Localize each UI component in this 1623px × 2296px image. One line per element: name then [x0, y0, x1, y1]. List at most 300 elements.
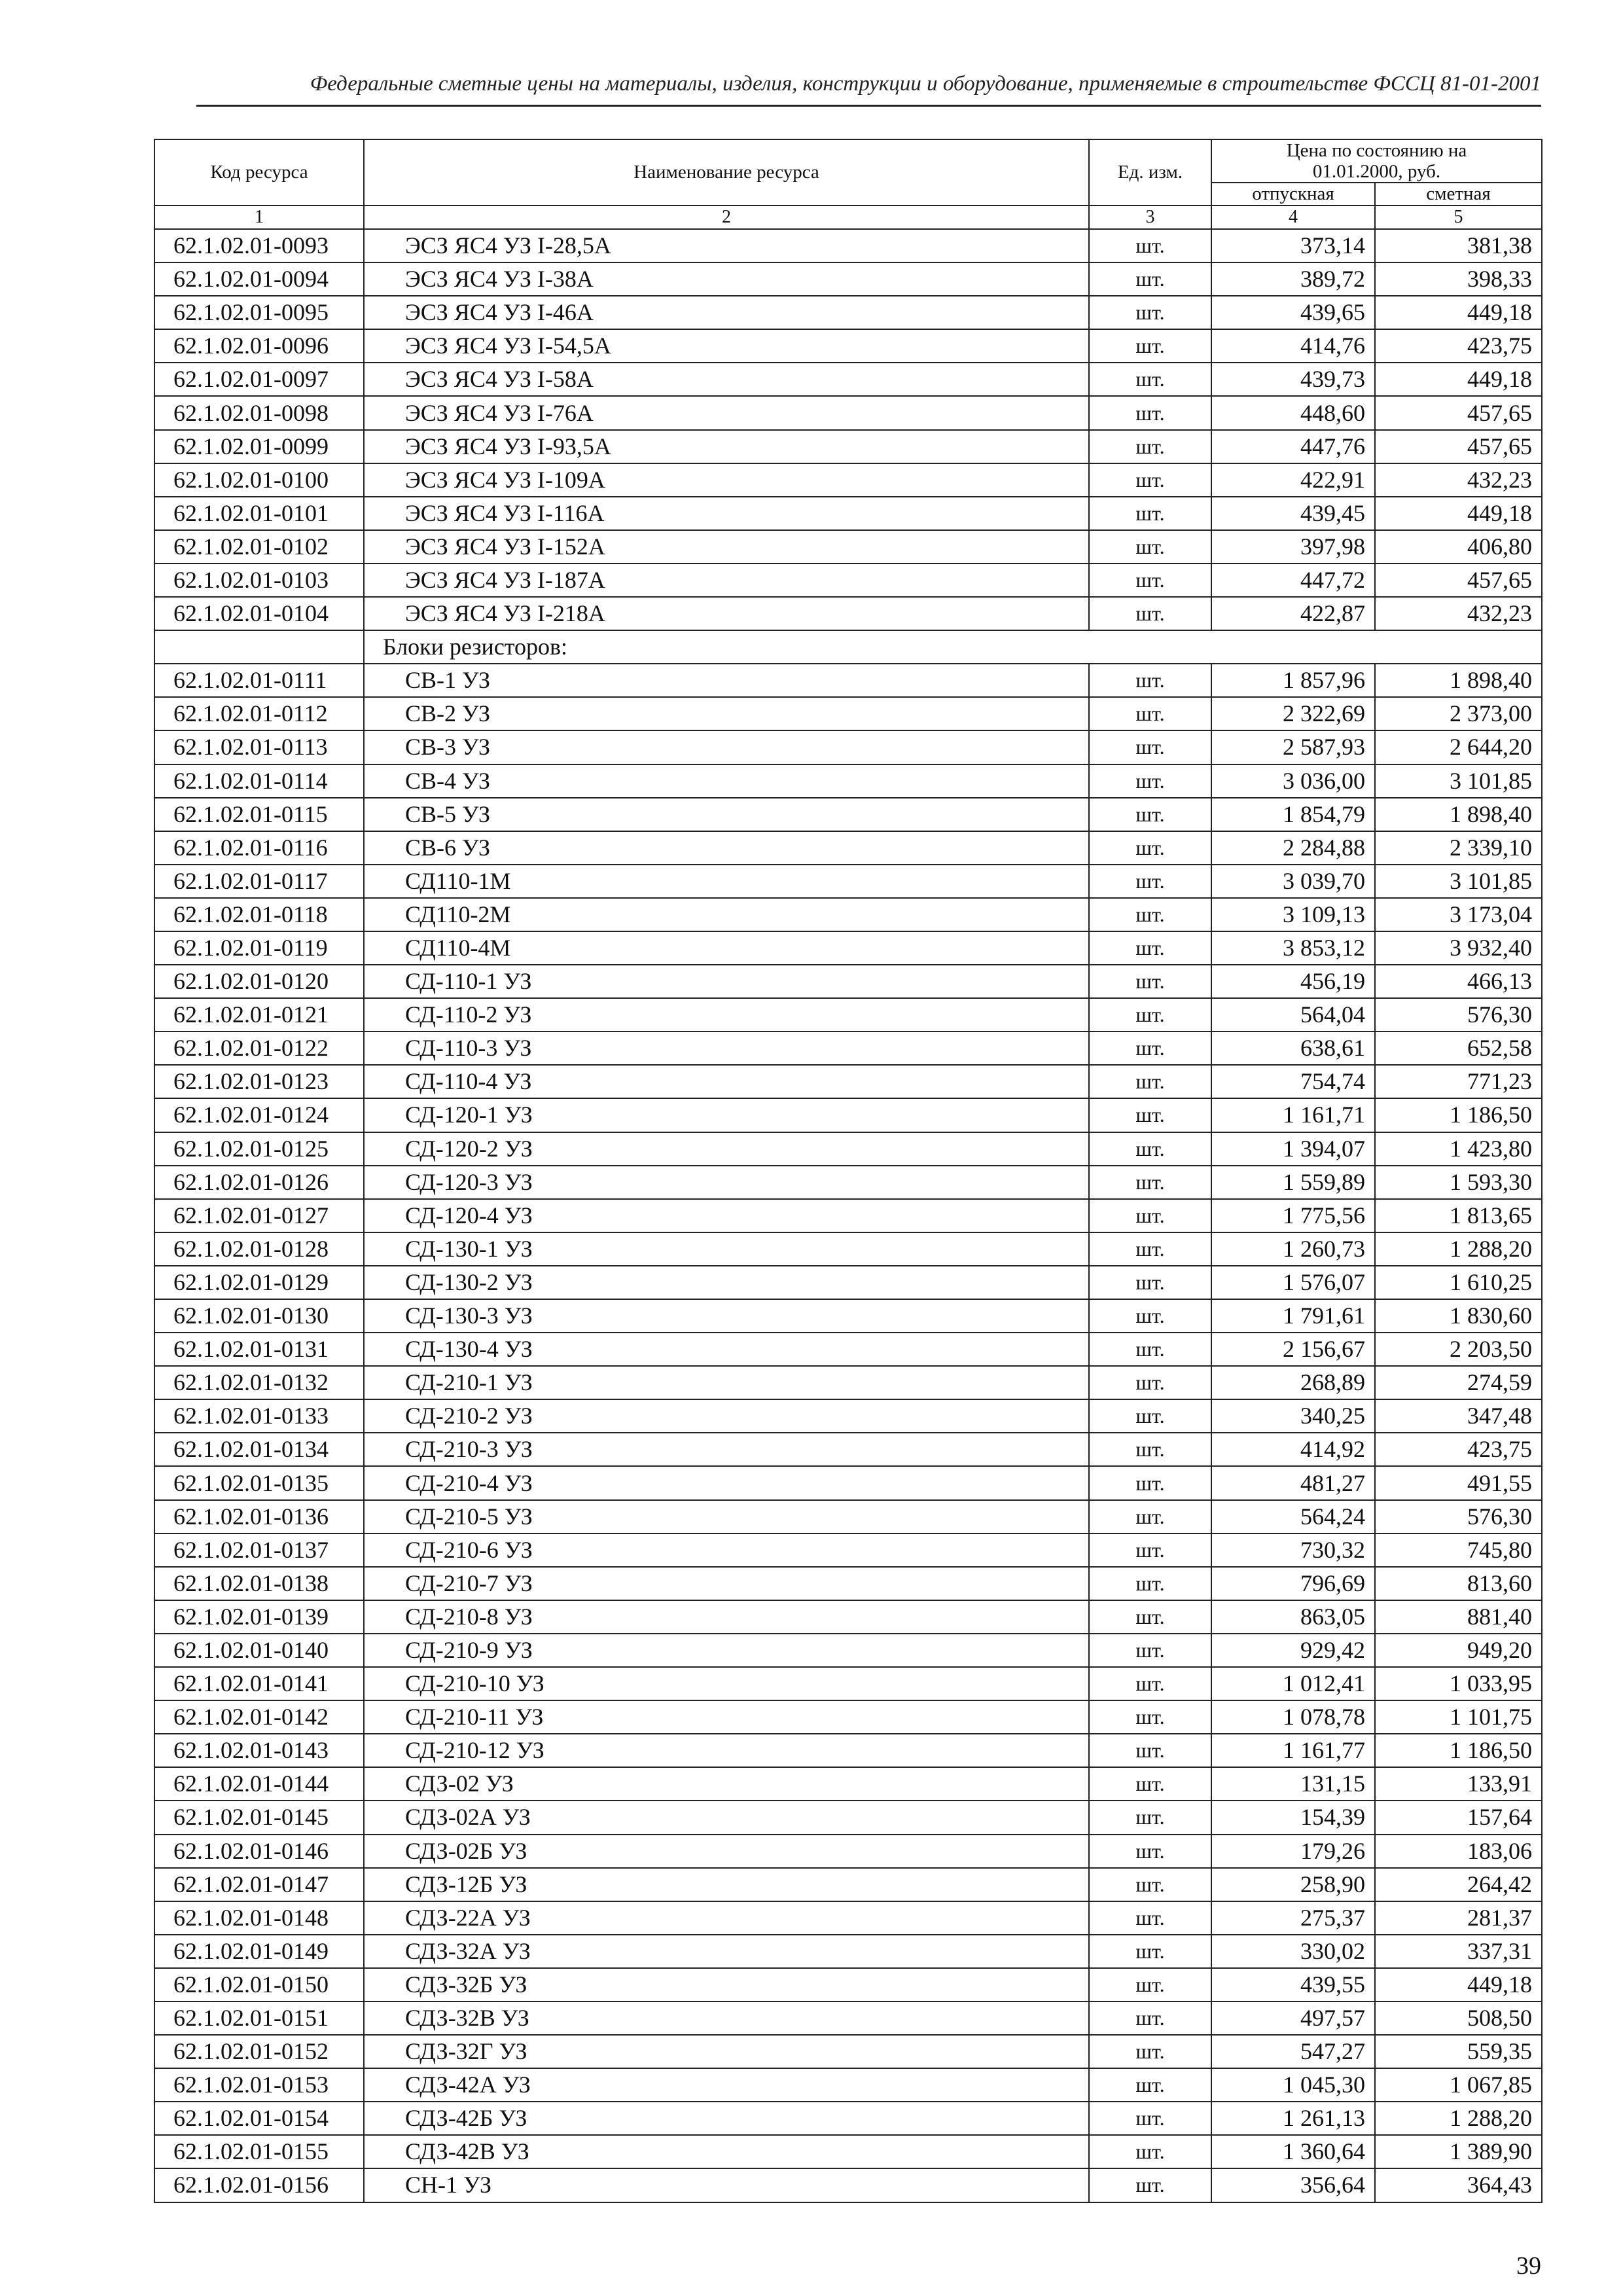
table-row: [154, 2035, 1542, 2068]
table-row: [154, 1232, 1542, 1266]
resource-code: 62.1.02.01-0112: [154, 697, 364, 730]
resource-code: 62.1.02.01-0126: [154, 1166, 364, 1199]
release-price: 1 012,41: [1211, 1667, 1375, 1700]
estimate-price: 381,38: [1375, 229, 1542, 262]
estimate-price: 457,65: [1375, 564, 1542, 597]
release-price: 330,02: [1211, 1935, 1375, 1968]
resource-name: СД-210-11 УЗ: [364, 1700, 1089, 1734]
resource-name: ЭСЗ ЯС4 УЗ I-93,5А: [364, 430, 1089, 463]
resource-code: 62.1.02.01-0125: [154, 1132, 364, 1166]
estimate-price: 133,91: [1375, 1767, 1542, 1801]
table-row: [154, 229, 1542, 262]
estimate-price: 457,65: [1375, 430, 1542, 463]
release-price: 131,15: [1211, 1767, 1375, 1801]
release-price: 448,60: [1211, 396, 1375, 429]
estimate-price: 1 288,20: [1375, 1232, 1542, 1266]
resource-name: СД-110-4 УЗ: [364, 1065, 1089, 1098]
resource-code: 62.1.02.01-0143: [154, 1734, 364, 1767]
release-price: 340,25: [1211, 1399, 1375, 1433]
unit-of-measure: шт.: [1089, 1466, 1211, 1499]
resource-name: СВ-1 УЗ: [364, 664, 1089, 697]
estimate-price: 813,60: [1375, 1567, 1542, 1600]
resource-code: 62.1.02.01-0123: [154, 1065, 364, 1098]
table-row: [154, 463, 1542, 497]
table-row: [154, 1098, 1542, 1132]
unit-of-measure: шт.: [1089, 564, 1211, 597]
resource-name: СДЗ-22А УЗ: [364, 1901, 1089, 1935]
estimate-price: 423,75: [1375, 329, 1542, 363]
release-price: 268,89: [1211, 1366, 1375, 1399]
unit-of-measure: шт.: [1089, 1935, 1211, 1968]
resource-name: СД-130-2 УЗ: [364, 1266, 1089, 1299]
release-price: 439,55: [1211, 1968, 1375, 2001]
unit-of-measure: шт.: [1089, 1399, 1211, 1433]
table-row: [154, 2168, 1542, 2202]
resource-code: 62.1.02.01-0131: [154, 1333, 364, 1366]
table-row: [154, 1935, 1542, 1968]
estimate-price: 406,80: [1375, 530, 1542, 564]
estimate-price: 1 101,75: [1375, 1700, 1542, 1734]
header-code: Код ресурса: [154, 139, 364, 206]
resource-code: 62.1.02.01-0103: [154, 564, 364, 597]
release-price: 1 576,07: [1211, 1266, 1375, 1299]
estimate-price: 1 186,50: [1375, 1098, 1542, 1132]
unit-of-measure: шт.: [1089, 697, 1211, 730]
resource-name: СДЗ-32Г УЗ: [364, 2035, 1089, 2068]
col-number: 2: [364, 206, 1089, 229]
estimate-price: 745,80: [1375, 1534, 1542, 1567]
estimate-price: 183,06: [1375, 1835, 1542, 1868]
resource-name: СДЗ-32Б УЗ: [364, 1968, 1089, 2001]
estimate-price: 364,43: [1375, 2168, 1542, 2202]
table-row: [154, 1031, 1542, 1065]
resource-name: СД110-4М: [364, 931, 1089, 965]
estimate-price: 576,30: [1375, 1500, 1542, 1534]
estimate-price: 398,33: [1375, 262, 1542, 296]
estimate-price: 1 186,50: [1375, 1734, 1542, 1767]
estimate-price: 1 610,25: [1375, 1266, 1542, 1299]
table-row: [154, 1767, 1542, 1801]
release-price: 1 161,71: [1211, 1098, 1375, 1132]
resource-name: СД110-1М: [364, 865, 1089, 898]
resource-code: 62.1.02.01-0124: [154, 1098, 364, 1132]
table-row: [154, 1333, 1542, 1366]
resource-name: СН-1 УЗ: [364, 2168, 1089, 2202]
table-row: [154, 1199, 1542, 1232]
table-row: [154, 1132, 1542, 1166]
unit-of-measure: шт.: [1089, 2102, 1211, 2135]
release-price: 258,90: [1211, 1868, 1375, 1901]
unit-of-measure: шт.: [1089, 597, 1211, 630]
release-price: 3 036,00: [1211, 764, 1375, 798]
resource-code: 62.1.02.01-0140: [154, 1634, 364, 1667]
resource-name: СД-120-1 УЗ: [364, 1098, 1089, 1132]
resource-name: ЭСЗ ЯС4 УЗ I-46А: [364, 296, 1089, 329]
estimate-price: 264,42: [1375, 1868, 1542, 1901]
page-number: 39: [1516, 2252, 1541, 2280]
table-row: [154, 1968, 1542, 2001]
table-row: [154, 1634, 1542, 1667]
unit-of-measure: шт.: [1089, 1700, 1211, 1734]
col-number: 3: [1089, 206, 1211, 229]
estimate-price: 2 373,00: [1375, 697, 1542, 730]
unit-of-measure: шт.: [1089, 497, 1211, 530]
release-price: 3 853,12: [1211, 931, 1375, 965]
section-spacer: [154, 630, 364, 664]
resource-code: 62.1.02.01-0130: [154, 1299, 364, 1333]
estimate-price: 508,50: [1375, 2001, 1542, 2035]
release-price: 638,61: [1211, 1031, 1375, 1065]
estimate-price: 432,23: [1375, 597, 1542, 630]
unit-of-measure: шт.: [1089, 831, 1211, 865]
release-price: 1 261,13: [1211, 2102, 1375, 2135]
estimate-price: 274,59: [1375, 1366, 1542, 1399]
resource-code: 62.1.02.01-0135: [154, 1466, 364, 1499]
release-price: 497,57: [1211, 2001, 1375, 2035]
estimate-price: 449,18: [1375, 363, 1542, 396]
resource-name: СДЗ-42Б УЗ: [364, 2102, 1089, 2135]
resource-code: 62.1.02.01-0147: [154, 1868, 364, 1901]
resource-name: СД-110-3 УЗ: [364, 1031, 1089, 1065]
resource-code: 62.1.02.01-0096: [154, 329, 364, 363]
table-row: [154, 2001, 1542, 2035]
table-row: [154, 597, 1542, 630]
resource-code: 62.1.02.01-0149: [154, 1935, 364, 1968]
unit-of-measure: шт.: [1089, 1333, 1211, 1366]
table-row: [154, 1266, 1542, 1299]
table-row: [154, 1734, 1542, 1767]
resource-name: СВ-4 УЗ: [364, 764, 1089, 798]
resource-name: СД-210-1 УЗ: [364, 1366, 1089, 1399]
release-price: 3 109,13: [1211, 898, 1375, 931]
resource-code: 62.1.02.01-0095: [154, 296, 364, 329]
resource-name: СДЗ-32А УЗ: [364, 1935, 1089, 1968]
resource-name: СД-120-2 УЗ: [364, 1132, 1089, 1166]
resource-code: 62.1.02.01-0141: [154, 1667, 364, 1700]
resource-code: 62.1.02.01-0115: [154, 798, 364, 831]
release-price: 3 039,70: [1211, 865, 1375, 898]
col-number: 1: [154, 206, 364, 229]
estimate-price: 466,13: [1375, 965, 1542, 998]
resource-code: 62.1.02.01-0148: [154, 1901, 364, 1935]
resource-name: ЭСЗ ЯС4 УЗ I-187А: [364, 564, 1089, 597]
resource-code: 62.1.02.01-0152: [154, 2035, 364, 2068]
resource-code: 62.1.02.01-0117: [154, 865, 364, 898]
unit-of-measure: шт.: [1089, 1968, 1211, 2001]
unit-of-measure: шт.: [1089, 430, 1211, 463]
unit-of-measure: шт.: [1089, 1098, 1211, 1132]
resource-code: 62.1.02.01-0142: [154, 1700, 364, 1734]
resource-name: СДЗ-42А УЗ: [364, 2068, 1089, 2102]
estimate-price: 1 389,90: [1375, 2135, 1542, 2168]
unit-of-measure: шт.: [1089, 998, 1211, 1031]
resource-code: 62.1.02.01-0129: [154, 1266, 364, 1299]
unit-of-measure: шт.: [1089, 1734, 1211, 1767]
estimate-price: 157,64: [1375, 1801, 1542, 1834]
resource-name: СД-130-4 УЗ: [364, 1333, 1089, 1366]
resource-name: СД-210-12 УЗ: [364, 1734, 1089, 1767]
table-row: [154, 697, 1542, 730]
release-price: 2 156,67: [1211, 1333, 1375, 1366]
resource-name: ЭСЗ ЯС4 УЗ I-218А: [364, 597, 1089, 630]
release-price: 1 045,30: [1211, 2068, 1375, 2102]
release-price: 2 284,88: [1211, 831, 1375, 865]
unit-of-measure: шт.: [1089, 965, 1211, 998]
resource-name: СД-210-5 УЗ: [364, 1500, 1089, 1534]
unit-of-measure: шт.: [1089, 229, 1211, 262]
release-price: 373,14: [1211, 229, 1375, 262]
resource-name: СД-120-4 УЗ: [364, 1199, 1089, 1232]
estimate-price: 3 101,85: [1375, 764, 1542, 798]
estimate-price: 491,55: [1375, 1466, 1542, 1499]
resource-code: 62.1.02.01-0133: [154, 1399, 364, 1433]
release-price: 730,32: [1211, 1534, 1375, 1567]
header-name: Наименование ресурса: [364, 139, 1089, 206]
table-row: [154, 664, 1542, 697]
resource-name: СДЗ-02А УЗ: [364, 1801, 1089, 1834]
release-price: 447,76: [1211, 430, 1375, 463]
unit-of-measure: шт.: [1089, 1065, 1211, 1098]
resource-name: СД-130-3 УЗ: [364, 1299, 1089, 1333]
release-price: 414,76: [1211, 329, 1375, 363]
resource-name: ЭСЗ ЯС4 УЗ I-76А: [364, 396, 1089, 429]
table-row: [154, 1700, 1542, 1734]
table-row: [154, 865, 1542, 898]
table-row: [154, 898, 1542, 931]
resource-name: СД-210-7 УЗ: [364, 1567, 1089, 1600]
release-price: 1 161,77: [1211, 1734, 1375, 1767]
resource-name: ЭСЗ ЯС4 УЗ I-116А: [364, 497, 1089, 530]
resource-name: СД-210-9 УЗ: [364, 1634, 1089, 1667]
resource-code: 62.1.02.01-0118: [154, 898, 364, 931]
unit-of-measure: шт.: [1089, 2135, 1211, 2168]
estimate-price: 1 288,20: [1375, 2102, 1542, 2135]
estimate-price: 3 932,40: [1375, 931, 1542, 965]
estimate-price: 1 830,60: [1375, 1299, 1542, 1333]
unit-of-measure: шт.: [1089, 1567, 1211, 1600]
release-price: 564,04: [1211, 998, 1375, 1031]
resource-name: СД-210-8 УЗ: [364, 1600, 1089, 1634]
unit-of-measure: шт.: [1089, 1835, 1211, 1868]
table-row: [154, 1667, 1542, 1700]
resource-code: 62.1.02.01-0093: [154, 229, 364, 262]
resource-name: ЭСЗ ЯС4 УЗ I-152А: [364, 530, 1089, 564]
unit-of-measure: шт.: [1089, 329, 1211, 363]
unit-of-measure: шт.: [1089, 1534, 1211, 1567]
unit-of-measure: шт.: [1089, 931, 1211, 965]
table-body-resistors: [154, 664, 1542, 2202]
release-price: 1 775,56: [1211, 1199, 1375, 1232]
estimate-price: 1 898,40: [1375, 664, 1542, 697]
release-price: 2 587,93: [1211, 730, 1375, 764]
resource-code: 62.1.02.01-0101: [154, 497, 364, 530]
estimate-price: 1 813,65: [1375, 1199, 1542, 1232]
table-row: [154, 1500, 1542, 1534]
estimate-price: 449,18: [1375, 296, 1542, 329]
resource-code: 62.1.02.01-0151: [154, 2001, 364, 2035]
release-price: 439,45: [1211, 497, 1375, 530]
resource-code: 62.1.02.01-0150: [154, 1968, 364, 2001]
table-row: [154, 497, 1542, 530]
table-row: [154, 1868, 1542, 1901]
resource-name: СД-210-6 УЗ: [364, 1534, 1089, 1567]
resource-name: СД-210-3 УЗ: [364, 1433, 1089, 1466]
unit-of-measure: шт.: [1089, 1667, 1211, 1700]
estimate-price: 281,37: [1375, 1901, 1542, 1935]
unit-of-measure: шт.: [1089, 2168, 1211, 2202]
resource-code: 62.1.02.01-0097: [154, 363, 364, 396]
table-row: [154, 1433, 1542, 1466]
estimate-price: 423,75: [1375, 1433, 1542, 1466]
estimate-price: 1 033,95: [1375, 1667, 1542, 1700]
table-row: [154, 1366, 1542, 1399]
resource-name: ЭСЗ ЯС4 УЗ I-109А: [364, 463, 1089, 497]
estimate-price: 449,18: [1375, 497, 1542, 530]
resource-code: 62.1.02.01-0154: [154, 2102, 364, 2135]
unit-of-measure: шт.: [1089, 1500, 1211, 1534]
estimate-price: 1 593,30: [1375, 1166, 1542, 1199]
release-price: 1 360,64: [1211, 2135, 1375, 2168]
unit-of-measure: шт.: [1089, 2035, 1211, 2068]
table-row: [154, 329, 1542, 363]
table-row: [154, 1534, 1542, 1567]
estimate-price: 1 898,40: [1375, 798, 1542, 831]
unit-of-measure: шт.: [1089, 363, 1211, 396]
estimate-price: 3 101,85: [1375, 865, 1542, 898]
resource-name: СД-210-2 УЗ: [364, 1399, 1089, 1433]
unit-of-measure: шт.: [1089, 1433, 1211, 1466]
release-price: 414,92: [1211, 1433, 1375, 1466]
release-price: 397,98: [1211, 530, 1375, 564]
release-price: 439,65: [1211, 296, 1375, 329]
unit-of-measure: шт.: [1089, 730, 1211, 764]
release-price: 356,64: [1211, 2168, 1375, 2202]
resource-code: 62.1.02.01-0127: [154, 1199, 364, 1232]
release-price: 754,74: [1211, 1065, 1375, 1098]
unit-of-measure: шт.: [1089, 1634, 1211, 1667]
unit-of-measure: шт.: [1089, 798, 1211, 831]
resource-code: 62.1.02.01-0153: [154, 2068, 364, 2102]
estimate-price: 347,48: [1375, 1399, 1542, 1433]
resource-name: СД-110-2 УЗ: [364, 998, 1089, 1031]
estimate-price: 449,18: [1375, 1968, 1542, 2001]
unit-of-measure: шт.: [1089, 1232, 1211, 1266]
estimate-price: 1 067,85: [1375, 2068, 1542, 2102]
release-price: 179,26: [1211, 1835, 1375, 1868]
estimate-price: 457,65: [1375, 396, 1542, 429]
release-price: 447,72: [1211, 564, 1375, 597]
resource-code: 62.1.02.01-0132: [154, 1366, 364, 1399]
resource-code: 62.1.02.01-0098: [154, 396, 364, 429]
unit-of-measure: шт.: [1089, 1801, 1211, 1834]
resource-code: 62.1.02.01-0114: [154, 764, 364, 798]
release-price: 2 322,69: [1211, 697, 1375, 730]
release-price: 439,73: [1211, 363, 1375, 396]
release-price: 1 854,79: [1211, 798, 1375, 831]
estimate-price: 2 644,20: [1375, 730, 1542, 764]
resource-name: СВ-2 УЗ: [364, 697, 1089, 730]
unit-of-measure: шт.: [1089, 1031, 1211, 1065]
estimate-price: 2 203,50: [1375, 1333, 1542, 1366]
release-price: 422,91: [1211, 463, 1375, 497]
unit-of-measure: шт.: [1089, 1199, 1211, 1232]
release-price: 929,42: [1211, 1634, 1375, 1667]
release-price: 389,72: [1211, 262, 1375, 296]
table-row: [154, 1801, 1542, 1834]
table-row: [154, 1065, 1542, 1098]
table-row: [154, 1901, 1542, 1935]
resource-name: СД-110-1 УЗ: [364, 965, 1089, 998]
table-row: [154, 931, 1542, 965]
estimate-price: 576,30: [1375, 998, 1542, 1031]
table-row: [154, 396, 1542, 429]
resource-code: 62.1.02.01-0145: [154, 1801, 364, 1834]
header-price-group: Цена по состоянию на 01.01.2000, руб.: [1211, 139, 1542, 183]
release-price: 1 394,07: [1211, 1132, 1375, 1166]
resource-code: 62.1.02.01-0137: [154, 1534, 364, 1567]
release-price: 154,39: [1211, 1801, 1375, 1834]
table-row: [154, 262, 1542, 296]
resource-name: СДЗ-42В УЗ: [364, 2135, 1089, 2168]
unit-of-measure: шт.: [1089, 1767, 1211, 1801]
resource-code: 62.1.02.01-0136: [154, 1500, 364, 1534]
table-row: [154, 965, 1542, 998]
header-rule: [196, 105, 1541, 107]
unit-of-measure: шт.: [1089, 1132, 1211, 1166]
resource-code: 62.1.02.01-0102: [154, 530, 364, 564]
unit-of-measure: шт.: [1089, 764, 1211, 798]
unit-of-measure: шт.: [1089, 865, 1211, 898]
resource-code: 62.1.02.01-0119: [154, 931, 364, 965]
estimate-price: 1 423,80: [1375, 1132, 1542, 1166]
release-price: 1 857,96: [1211, 664, 1375, 697]
unit-of-measure: шт.: [1089, 463, 1211, 497]
header-release: отпускная: [1211, 183, 1375, 206]
resource-code: 62.1.02.01-0113: [154, 730, 364, 764]
unit-of-measure: шт.: [1089, 1901, 1211, 1935]
unit-of-measure: шт.: [1089, 1868, 1211, 1901]
resource-name: СДЗ-02 УЗ: [364, 1767, 1089, 1801]
table-row: [154, 798, 1542, 831]
unit-of-measure: шт.: [1089, 530, 1211, 564]
release-price: 422,87: [1211, 597, 1375, 630]
estimate-price: 337,31: [1375, 1935, 1542, 1968]
unit-of-measure: шт.: [1089, 396, 1211, 429]
resource-code: 62.1.02.01-0121: [154, 998, 364, 1031]
table-row: [154, 764, 1542, 798]
unit-of-measure: шт.: [1089, 2068, 1211, 2102]
release-price: 1 791,61: [1211, 1299, 1375, 1333]
unit-of-measure: шт.: [1089, 296, 1211, 329]
estimate-price: 949,20: [1375, 1634, 1542, 1667]
resource-name: ЭСЗ ЯС4 УЗ I-54,5А: [364, 329, 1089, 363]
table-row: [154, 530, 1542, 564]
header-unit: Ед. изм.: [1089, 139, 1211, 206]
resource-code: 62.1.02.01-0134: [154, 1433, 364, 1466]
table-row: [154, 1466, 1542, 1499]
resource-code: 62.1.02.01-0139: [154, 1600, 364, 1634]
resource-name: СД-210-4 УЗ: [364, 1466, 1089, 1499]
table-row: [154, 998, 1542, 1031]
resource-name: СД110-2М: [364, 898, 1089, 931]
release-price: 456,19: [1211, 965, 1375, 998]
unit-of-measure: шт.: [1089, 1166, 1211, 1199]
release-price: 547,27: [1211, 2035, 1375, 2068]
table-row: [154, 430, 1542, 463]
unit-of-measure: шт.: [1089, 1299, 1211, 1333]
resource-code: 62.1.02.01-0099: [154, 430, 364, 463]
table-row: [154, 831, 1542, 865]
